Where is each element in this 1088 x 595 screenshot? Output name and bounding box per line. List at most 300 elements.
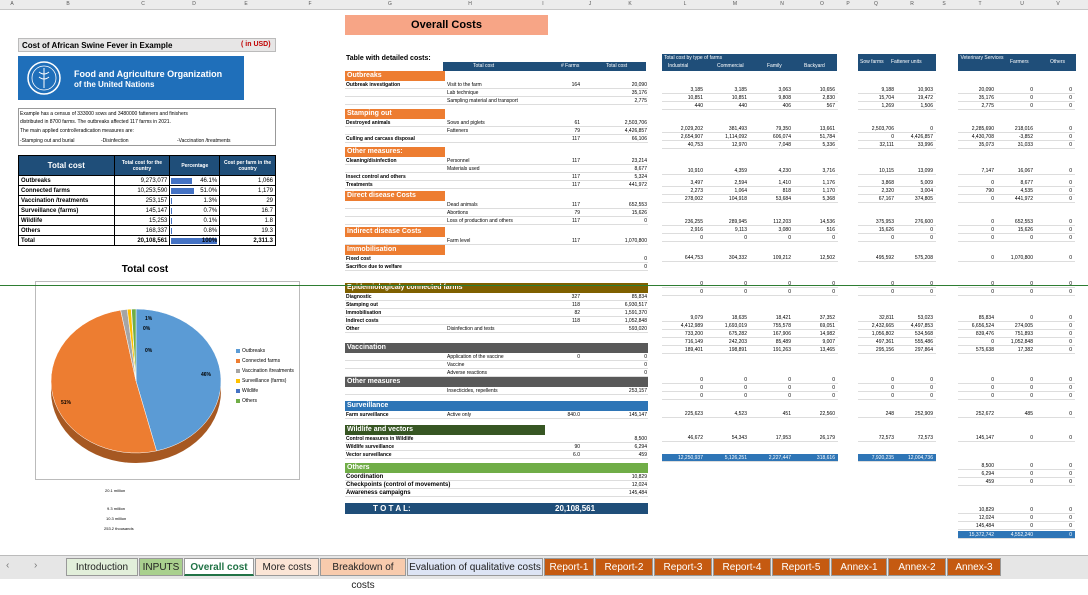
value-cell[interactable]: 7,920,235 [871, 455, 894, 461]
value-cell[interactable]: 4,359 [734, 168, 747, 174]
value-cell[interactable]: 381,493 [728, 126, 747, 132]
value-cell[interactable]: 0 [1030, 281, 1033, 287]
value-cell[interactable]: 4,552,240 [1010, 532, 1033, 538]
value-cell[interactable]: 818 [782, 188, 791, 194]
value-cell[interactable]: 18,421 [775, 315, 791, 321]
detail-cost[interactable]: 2,503,706 [624, 120, 647, 126]
value-cell[interactable]: 69,051 [819, 323, 835, 329]
value-cell[interactable]: 839,476 [975, 331, 994, 337]
value-cell[interactable]: 1,052,848 [1010, 339, 1033, 345]
column-letter-n[interactable]: N [780, 1, 784, 7]
value-cell[interactable]: 0 [1069, 87, 1072, 93]
value-cell[interactable]: 0 [1069, 180, 1072, 186]
value-cell[interactable]: 7,048 [778, 142, 791, 148]
value-cell[interactable]: 0 [1069, 196, 1072, 202]
value-cell[interactable]: 0 [1030, 435, 1033, 441]
value-cell[interactable]: 4,535 [1020, 188, 1033, 194]
value-cell[interactable]: 26,179 [819, 435, 835, 441]
value-cell[interactable]: 35,073 [978, 142, 994, 148]
detail-cost[interactable]: 2,775 [634, 98, 647, 104]
value-cell[interactable]: 5,009 [920, 180, 933, 186]
value-cell[interactable]: 0 [700, 393, 703, 399]
value-cell[interactable]: 2,916 [690, 227, 703, 233]
value-cell[interactable]: 0 [1069, 532, 1072, 538]
value-cell[interactable]: 733,200 [684, 331, 703, 337]
tab-introduction[interactable]: Introduction [66, 558, 138, 576]
value-cell[interactable]: 10,851 [687, 95, 703, 101]
value-cell[interactable]: 0 [1030, 471, 1033, 477]
value-cell[interactable]: 0 [1069, 126, 1072, 132]
value-cell[interactable]: 0 [991, 339, 994, 345]
value-cell[interactable]: 3,868 [881, 180, 894, 186]
value-cell[interactable]: 10,829 [978, 507, 994, 513]
detail-cost[interactable]: 1,070,800 [624, 238, 647, 244]
value-cell[interactable]: 0 [991, 385, 994, 391]
value-cell[interactable]: 0 [891, 385, 894, 391]
value-cell[interactable]: 0 [1069, 134, 1072, 140]
value-cell[interactable]: 31,033 [1017, 142, 1033, 148]
value-cell[interactable]: 0 [1069, 142, 1072, 148]
tab-report-5[interactable]: Report-5 [772, 558, 830, 576]
value-cell[interactable]: 0 [1069, 103, 1072, 109]
value-cell[interactable]: 0 [991, 235, 994, 241]
value-cell[interactable]: 16,067 [1017, 168, 1033, 174]
value-cell[interactable]: 2,830 [822, 95, 835, 101]
value-cell[interactable]: 0 [991, 393, 994, 399]
value-cell[interactable]: 1,114,092 [725, 134, 747, 140]
value-cell[interactable]: 406 [782, 103, 791, 109]
tab-report-3[interactable]: Report-3 [654, 558, 712, 576]
value-cell[interactable]: 0 [991, 219, 994, 225]
value-cell[interactable]: 0 [700, 235, 703, 241]
value-cell[interactable]: 0 [1069, 219, 1072, 225]
value-cell[interactable]: 0 [1030, 393, 1033, 399]
value-cell[interactable]: 0 [1030, 289, 1033, 295]
value-cell[interactable]: 440 [694, 103, 703, 109]
value-cell[interactable]: 2,320 [881, 188, 894, 194]
value-cell[interactable]: 0 [930, 235, 933, 241]
detail-cost[interactable]: 459 [638, 452, 647, 458]
value-cell[interactable]: 67,167 [878, 196, 894, 202]
value-cell[interactable]: 0 [1030, 103, 1033, 109]
detail-cost[interactable]: 145,147 [628, 412, 647, 418]
detail-cost[interactable]: 652,553 [628, 202, 647, 208]
value-cell[interactable]: 0 [700, 385, 703, 391]
value-cell[interactable]: 0 [891, 281, 894, 287]
value-cell[interactable]: 2,432,665 [871, 323, 894, 329]
value-cell[interactable]: 0 [788, 385, 791, 391]
value-cell[interactable]: 0 [1030, 385, 1033, 391]
value-cell[interactable]: 0 [788, 377, 791, 383]
value-cell[interactable]: 0 [1069, 331, 1072, 337]
value-cell[interactable]: 0 [891, 134, 894, 140]
value-cell[interactable]: 375,953 [875, 219, 894, 225]
value-cell[interactable]: 9,188 [881, 87, 894, 93]
value-cell[interactable]: 0 [891, 289, 894, 295]
value-cell[interactable]: 85,834 [978, 315, 994, 321]
column-letter-b[interactable]: B [66, 1, 70, 7]
value-cell[interactable]: 0 [1030, 377, 1033, 383]
value-cell[interactable]: 17,953 [775, 435, 791, 441]
value-cell[interactable]: 9,079 [690, 315, 703, 321]
value-cell[interactable]: 4,426,857 [910, 134, 933, 140]
value-cell[interactable]: 0 [991, 281, 994, 287]
value-cell[interactable]: 12,004,736 [907, 455, 933, 461]
value-cell[interactable]: 3,185 [734, 87, 747, 93]
detail-cost[interactable]: 441,972 [628, 182, 647, 188]
value-cell[interactable]: 12,250,937 [677, 455, 703, 461]
value-cell[interactable]: 236,255 [684, 219, 703, 225]
value-cell[interactable]: 652,553 [1014, 219, 1033, 225]
column-letter-i[interactable]: I [542, 1, 544, 7]
value-cell[interactable]: 198,891 [728, 347, 747, 353]
value-cell[interactable]: 8,677 [1020, 180, 1033, 186]
value-cell[interactable]: 10,656 [819, 87, 835, 93]
value-cell[interactable]: 22,560 [819, 411, 835, 417]
value-cell[interactable]: 8,500 [981, 463, 994, 469]
value-cell[interactable]: 0 [744, 289, 747, 295]
value-cell[interactable]: 555,486 [914, 339, 933, 345]
detail-cost[interactable]: 145,484 [628, 490, 647, 496]
value-cell[interactable]: 4,497,853 [910, 323, 933, 329]
value-cell[interactable]: 40,753 [687, 142, 703, 148]
value-cell[interactable]: 0 [788, 235, 791, 241]
column-letter-t[interactable]: T [978, 1, 982, 7]
value-cell[interactable]: 459 [985, 479, 994, 485]
tab-evaluation-of-qualitative-costs[interactable]: Evaluation of qualitative costs [407, 558, 543, 576]
value-cell[interactable]: 0 [744, 377, 747, 383]
value-cell[interactable]: 0 [1069, 347, 1072, 353]
value-cell[interactable]: 0 [832, 289, 835, 295]
value-cell[interactable]: 72,573 [917, 435, 933, 441]
value-cell[interactable]: 109,212 [772, 255, 791, 261]
detail-cost[interactable]: 20,090 [631, 82, 647, 88]
value-cell[interactable]: 9,113 [734, 227, 747, 233]
value-cell[interactable]: 5,368 [822, 196, 835, 202]
value-cell[interactable]: 0 [891, 235, 894, 241]
value-cell[interactable]: 12,024 [978, 515, 994, 521]
value-cell[interactable]: 85,489 [775, 339, 791, 345]
value-cell[interactable]: 0 [930, 377, 933, 383]
value-cell[interactable]: 567 [826, 103, 835, 109]
value-cell[interactable]: 12,502 [819, 255, 835, 261]
value-cell[interactable]: 0 [1030, 515, 1033, 521]
value-cell[interactable]: 53,684 [775, 196, 791, 202]
tab-annex-1[interactable]: Annex-1 [831, 558, 887, 576]
value-cell[interactable]: 534,568 [914, 331, 933, 337]
value-cell[interactable]: 2,285,690 [971, 126, 994, 132]
value-cell[interactable]: 252,909 [914, 411, 933, 417]
value-cell[interactable]: 3,185 [690, 87, 703, 93]
tab-overall-cost[interactable]: Overall cost [184, 558, 254, 576]
tab-report-4[interactable]: Report-4 [713, 558, 771, 576]
value-cell[interactable]: 10,115 [879, 168, 894, 174]
tab-next-icon[interactable]: › [34, 560, 38, 571]
value-cell[interactable]: 1,410 [778, 180, 791, 186]
value-cell[interactable]: 0 [744, 235, 747, 241]
value-cell[interactable]: 295,156 [875, 347, 894, 353]
value-cell[interactable]: 6,656,524 [971, 323, 994, 329]
value-cell[interactable]: 0 [832, 281, 835, 287]
value-cell[interactable]: 189,401 [684, 347, 703, 353]
value-cell[interactable]: 9,007 [822, 339, 835, 345]
detail-cost[interactable]: 253,157 [628, 388, 647, 394]
value-cell[interactable]: 10,851 [731, 95, 747, 101]
value-cell[interactable]: 374,805 [914, 196, 933, 202]
detail-cost[interactable]: 8,500 [634, 436, 647, 442]
detail-cost[interactable]: 35,176 [631, 90, 647, 96]
value-cell[interactable]: 0 [832, 385, 835, 391]
column-letter-h[interactable]: H [468, 1, 472, 7]
value-cell[interactable]: 289,945 [728, 219, 747, 225]
value-cell[interactable]: 242,203 [728, 339, 747, 345]
value-cell[interactable]: 15,626 [1017, 227, 1033, 233]
value-cell[interactable]: 751,893 [1014, 331, 1033, 337]
column-letter-g[interactable]: G [388, 1, 392, 7]
column-letter-c[interactable]: C [141, 1, 145, 7]
value-cell[interactable]: 644,753 [684, 255, 703, 261]
detail-cost[interactable]: 0 [644, 256, 647, 262]
tab-annex-2[interactable]: Annex-2 [888, 558, 946, 576]
value-cell[interactable]: 1,064 [734, 188, 747, 194]
value-cell[interactable]: 0 [891, 393, 894, 399]
value-cell[interactable]: 575,638 [975, 347, 994, 353]
detail-cost[interactable]: 6,930,517 [624, 302, 647, 308]
value-cell[interactable]: 37,352 [819, 315, 835, 321]
detail-cost[interactable]: 66,106 [631, 136, 647, 142]
value-cell[interactable]: 0 [1069, 393, 1072, 399]
value-cell[interactable]: 15,372,742 [968, 532, 994, 538]
value-cell[interactable]: 0 [991, 255, 994, 261]
detail-cost[interactable]: 0 [644, 362, 647, 368]
value-cell[interactable]: 2,227,447 [768, 455, 791, 461]
tab-report-2[interactable]: Report-2 [595, 558, 653, 576]
value-cell[interactable]: 0 [1069, 515, 1072, 521]
value-cell[interactable]: 0 [1069, 315, 1072, 321]
value-cell[interactable]: 5,126,251 [724, 455, 747, 461]
value-cell[interactable]: 318,616 [816, 455, 835, 461]
value-cell[interactable]: 0 [1069, 479, 1072, 485]
value-cell[interactable]: 0 [1069, 385, 1072, 391]
value-cell[interactable]: 0 [930, 281, 933, 287]
tab-inputs[interactable]: INPUTS [139, 558, 183, 576]
value-cell[interactable]: 297,864 [914, 347, 933, 353]
column-letter-o[interactable]: O [820, 1, 824, 7]
value-cell[interactable]: 0 [1069, 523, 1072, 529]
column-letter-r[interactable]: R [910, 1, 914, 7]
value-cell[interactable]: 145,147 [975, 435, 994, 441]
value-cell[interactable]: -3,852 [1018, 134, 1033, 140]
value-cell[interactable]: 0 [1030, 235, 1033, 241]
value-cell[interactable]: 12,970 [731, 142, 747, 148]
value-cell[interactable]: 252,672 [975, 411, 994, 417]
detail-cost[interactable]: 6,294 [634, 444, 647, 450]
value-cell[interactable]: 15,626 [878, 227, 894, 233]
value-cell[interactable]: 2,503,706 [871, 126, 894, 132]
value-cell[interactable]: 0 [1069, 255, 1072, 261]
value-cell[interactable]: 0 [1069, 227, 1072, 233]
value-cell[interactable]: 145,484 [975, 523, 994, 529]
tab-breakdown-of-costs[interactable]: Breakdown of costs [320, 558, 406, 576]
value-cell[interactable]: 1,170 [822, 188, 835, 194]
value-cell[interactable]: 3,063 [778, 87, 791, 93]
value-cell[interactable]: 0 [1069, 411, 1072, 417]
value-cell[interactable]: 0 [1069, 323, 1072, 329]
detail-cost[interactable]: 4,426,857 [624, 128, 647, 134]
column-letter-l[interactable]: L [683, 1, 687, 7]
detail-cost[interactable]: 1,591,370 [624, 310, 647, 316]
value-cell[interactable]: 0 [1030, 95, 1033, 101]
column-letter-f[interactable]: F [308, 1, 312, 7]
value-cell[interactable]: 2,775 [981, 103, 994, 109]
value-cell[interactable]: 716,149 [684, 339, 703, 345]
value-cell[interactable]: 4,523 [734, 411, 747, 417]
value-cell[interactable]: 15,704 [878, 95, 894, 101]
value-cell[interactable]: 13,099 [917, 168, 933, 174]
value-cell[interactable]: 18,635 [731, 315, 747, 321]
value-cell[interactable]: 167,906 [772, 331, 791, 337]
value-cell[interactable]: 104,918 [728, 196, 747, 202]
column-letter-u[interactable]: U [1020, 1, 1024, 7]
value-cell[interactable]: 0 [991, 377, 994, 383]
value-cell[interactable]: 10,910 [687, 168, 703, 174]
value-cell[interactable]: 1,176 [822, 180, 835, 186]
value-cell[interactable]: 3,716 [822, 168, 835, 174]
column-letter-k[interactable]: K [628, 1, 632, 7]
value-cell[interactable]: 0 [744, 281, 747, 287]
value-cell[interactable]: 0 [930, 385, 933, 391]
value-cell[interactable]: 0 [1030, 315, 1033, 321]
value-cell[interactable]: 0 [1069, 471, 1072, 477]
value-cell[interactable]: 14,982 [819, 331, 835, 337]
value-cell[interactable]: 10,903 [917, 87, 933, 93]
value-cell[interactable]: 51,784 [819, 134, 835, 140]
value-cell[interactable]: 0 [1069, 463, 1072, 469]
value-cell[interactable]: 0 [832, 393, 835, 399]
value-cell[interactable]: 3,497 [690, 180, 703, 186]
column-letter-j[interactable]: J [588, 1, 592, 7]
column-letter-m[interactable]: M [732, 1, 738, 7]
value-cell[interactable]: 218,016 [1014, 126, 1033, 132]
value-cell[interactable]: 0 [700, 377, 703, 383]
value-cell[interactable]: 0 [1030, 507, 1033, 513]
value-cell[interactable]: 2,029,202 [680, 126, 703, 132]
value-cell[interactable]: 0 [1069, 377, 1072, 383]
column-letter-d[interactable]: D [192, 1, 196, 7]
value-cell[interactable]: 17,382 [1017, 347, 1033, 353]
value-cell[interactable]: 790 [985, 188, 994, 194]
value-cell[interactable]: 1,056,802 [871, 331, 894, 337]
value-cell[interactable]: 32,111 [879, 142, 894, 148]
column-letter-p[interactable]: P [846, 1, 850, 7]
value-cell[interactable]: 0 [891, 377, 894, 383]
detail-cost[interactable]: 15,626 [631, 210, 647, 216]
value-cell[interactable]: 276,600 [914, 219, 933, 225]
value-cell[interactable]: 0 [930, 227, 933, 233]
value-cell[interactable]: 0 [700, 289, 703, 295]
value-cell[interactable]: 13,465 [819, 347, 835, 353]
value-cell[interactable]: 54,343 [731, 435, 747, 441]
value-cell[interactable]: 0 [832, 377, 835, 383]
value-cell[interactable]: 1,693,019 [724, 323, 747, 329]
value-cell[interactable]: 0 [788, 281, 791, 287]
detail-cost[interactable]: 85,834 [631, 294, 647, 300]
value-cell[interactable]: 0 [991, 289, 994, 295]
value-cell[interactable]: 755,578 [772, 323, 791, 329]
value-cell[interactable]: 0 [991, 180, 994, 186]
value-cell[interactable]: 0 [788, 289, 791, 295]
value-cell[interactable]: 0 [1069, 168, 1072, 174]
value-cell[interactable]: 35,176 [978, 95, 994, 101]
value-cell[interactable]: 2,654,907 [680, 134, 703, 140]
value-cell[interactable]: 72,573 [878, 435, 894, 441]
value-cell[interactable]: 304,332 [728, 255, 747, 261]
column-letter-s[interactable]: S [942, 1, 946, 7]
value-cell[interactable]: 0 [700, 281, 703, 287]
value-cell[interactable]: 0 [1069, 188, 1072, 194]
value-cell[interactable]: 1,269 [881, 103, 894, 109]
value-cell[interactable]: 485 [1024, 411, 1033, 417]
value-cell[interactable]: 4,430,708 [971, 134, 994, 140]
value-cell[interactable]: 4,230 [778, 168, 791, 174]
detail-cost[interactable]: 0 [644, 354, 647, 360]
value-cell[interactable]: 4,412,989 [680, 323, 703, 329]
detail-cost[interactable]: 0 [644, 218, 647, 224]
value-cell[interactable]: 0 [991, 196, 994, 202]
detail-cost[interactable]: 12,024 [631, 482, 647, 488]
value-cell[interactable]: 451 [782, 411, 791, 417]
value-cell[interactable]: 191,263 [772, 347, 791, 353]
value-cell[interactable]: 675,282 [728, 331, 747, 337]
value-cell[interactable]: 112,203 [773, 219, 791, 225]
value-cell[interactable]: 0 [1030, 479, 1033, 485]
detail-cost[interactable]: 23,214 [631, 158, 647, 164]
value-cell[interactable]: 3,004 [920, 188, 933, 194]
column-letter-v[interactable]: V [1056, 1, 1060, 7]
value-cell[interactable]: 0 [1069, 435, 1072, 441]
value-cell[interactable]: 53,023 [917, 315, 933, 321]
detail-cost[interactable]: 8,677 [634, 166, 647, 172]
value-cell[interactable]: 5,336 [822, 142, 835, 148]
value-cell[interactable]: 0 [1030, 87, 1033, 93]
column-letter-e[interactable]: E [244, 1, 248, 7]
value-cell[interactable]: 0 [991, 227, 994, 233]
value-cell[interactable]: 0 [1069, 507, 1072, 513]
value-cell[interactable]: 6,294 [981, 471, 994, 477]
value-cell[interactable]: 495,592 [875, 255, 894, 261]
detail-cost[interactable]: 0 [644, 370, 647, 376]
value-cell[interactable]: 14,536 [819, 219, 835, 225]
value-cell[interactable]: 32,811 [879, 315, 894, 321]
value-cell[interactable]: 274,005 [1014, 323, 1033, 329]
value-cell[interactable]: 0 [1069, 289, 1072, 295]
value-cell[interactable]: 7,147 [981, 168, 994, 174]
detail-cost[interactable]: 1,052,848 [624, 318, 647, 324]
value-cell[interactable]: 497,361 [875, 339, 894, 345]
column-letter-a[interactable]: A [10, 1, 14, 7]
value-cell[interactable]: 0 [832, 235, 835, 241]
value-cell[interactable]: 225,623 [684, 411, 703, 417]
value-cell[interactable]: 0 [744, 393, 747, 399]
value-cell[interactable]: 0 [1069, 281, 1072, 287]
value-cell[interactable]: 3,080 [778, 227, 791, 233]
value-cell[interactable]: 0 [788, 393, 791, 399]
value-cell[interactable]: 1,506 [920, 103, 933, 109]
value-cell[interactable]: 19,472 [917, 95, 933, 101]
value-cell[interactable]: 46,672 [687, 435, 703, 441]
tab-more-costs[interactable]: More costs [255, 558, 319, 576]
detail-cost[interactable]: 5,324 [634, 174, 647, 180]
